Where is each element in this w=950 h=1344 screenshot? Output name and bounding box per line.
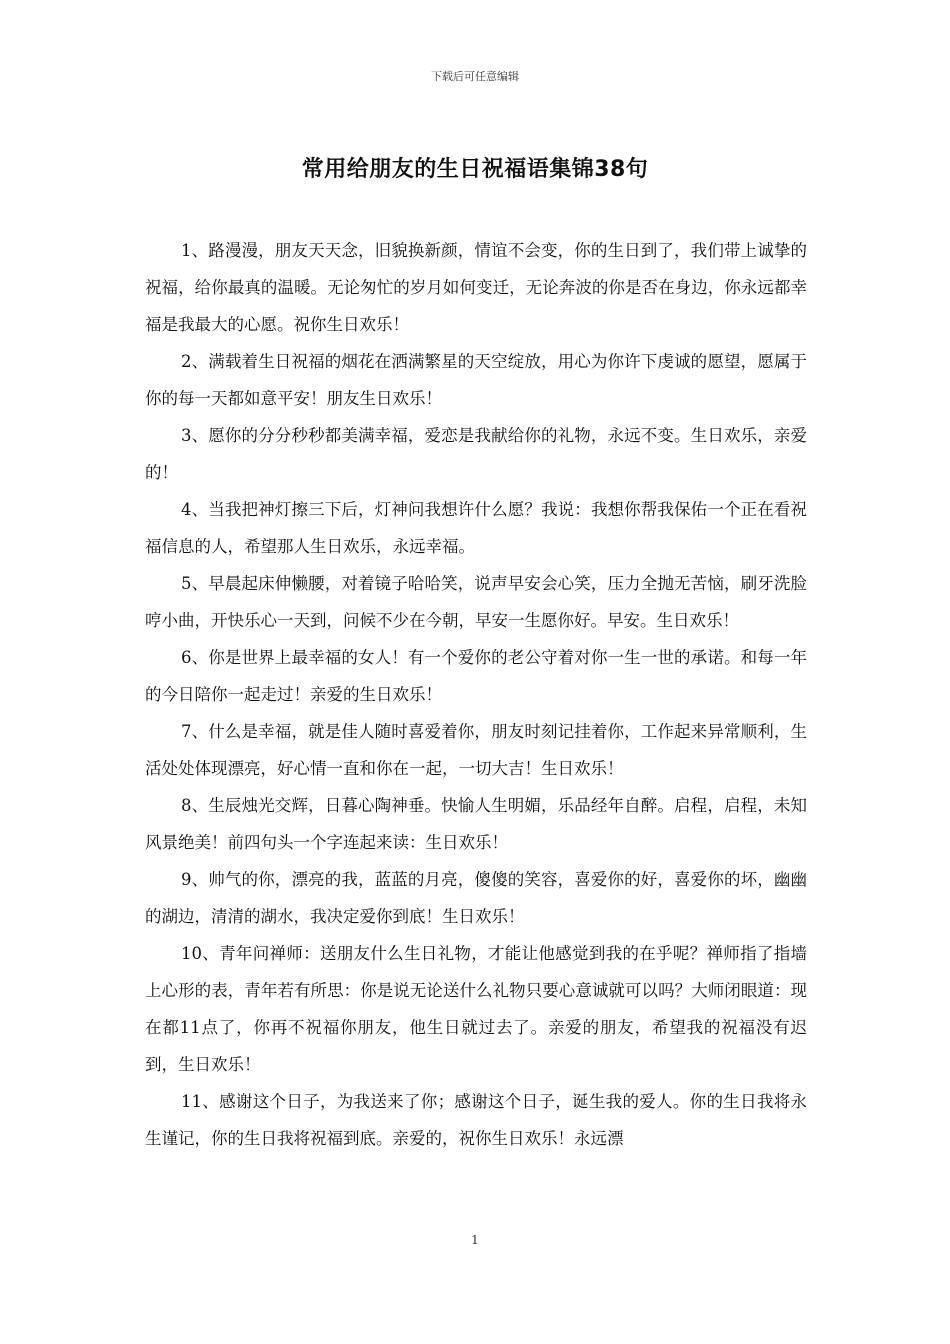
paragraph-8: 8、生辰烛光交辉，日暮心陶神垂。快愉人生明媚，乐品经年自醉。启程，启程，未知风景绝美！前四句头一个字连起来读：生日欢乐！ xyxy=(145,796,807,852)
paragraph-7: 7、什么是幸福，就是佳人随时喜爱着你，朋友时刻记挂着你，工作起来异常顺利，生活处处体现漂亮，好心情一直和你在一起，一切大吉！生日欢乐！ xyxy=(145,722,807,778)
paragraph-9: 9、帅气的你，漂亮的我，蓝蓝的月亮，傻傻的笑容，喜爱你的好，喜爱你的坏，幽幽的湖边，清清的湖水，我决定爱你到底！生日欢乐！ xyxy=(145,870,807,926)
paragraph-3: 3、愿你的分分秒秒都美满幸福，爱恋是我献给你的礼物，永远不变。生日欢乐，亲爱的！ xyxy=(145,426,807,482)
paragraph-5: 5、早晨起床伸懒腰，对着镜子哈哈笑，说声早安会心笑，压力全抛无苦恼，刷牙洗脸哼小曲，开快乐心一天到，问候不少在今朝，早安一生愿你好。早安。生日欢乐！ xyxy=(145,574,807,630)
paragraph-4: 4、当我把神灯擦三下后，灯神问我想许什么愿？我说：我想你帮我保佑一个正在看祝福信息的人，希望那人生日欢乐，永远幸福。 xyxy=(145,500,807,556)
paragraph-2: 2、满载着生日祝福的烟花在洒满繁星的天空绽放，用心为你许下虔诚的愿望，愿属于你的每一天都如意平安！朋友生日欢乐！ xyxy=(145,352,807,408)
document-body xyxy=(145,232,807,1157)
paragraph-10: 10、青年问禅师：送朋友什么生日礼物，才能让他感觉到我的在乎呢？禅师指了指墙上心形的表，青年若有所思：你是说无论送什么礼物只要心意诚就可以吗？大师闭眼道：现在都11点了，你再不祝福你朋友，他生日就过去了。亲爱的朋友，希望我的祝福没有迟到，生日欢乐！ xyxy=(145,944,807,1074)
paragraph-11: 11、感谢这个日子，为我送来了你；感谢这个日子，诞生我的爱人。你的生日我将永生谨记，你的生日我将祝福到底。亲爱的，祝你生日欢乐！永远漂 xyxy=(145,1092,807,1148)
page-header-note: 下载后可任意编辑 xyxy=(431,70,519,83)
page-number: 1 xyxy=(471,1233,479,1247)
paragraph-6: 6、你是世界上最幸福的女人！有一个爱你的老公守着对你一生一世的承诺。和每一年的今日陪你一起走过！亲爱的生日欢乐！ xyxy=(145,648,807,704)
document-title: 常用给朋友的生日祝福语集锦38句 xyxy=(301,157,649,182)
paragraph-1: 1、路漫漫，朋友天天念，旧貌换新颜，情谊不会变，你的生日到了，我们带上诚挚的祝福，给你最真的温暖。无论匆忙的岁月如何变迁，无论奔波的你是否在身边，你永远都幸福是我最大的心愿。祝你生日欢乐！ xyxy=(145,241,807,334)
